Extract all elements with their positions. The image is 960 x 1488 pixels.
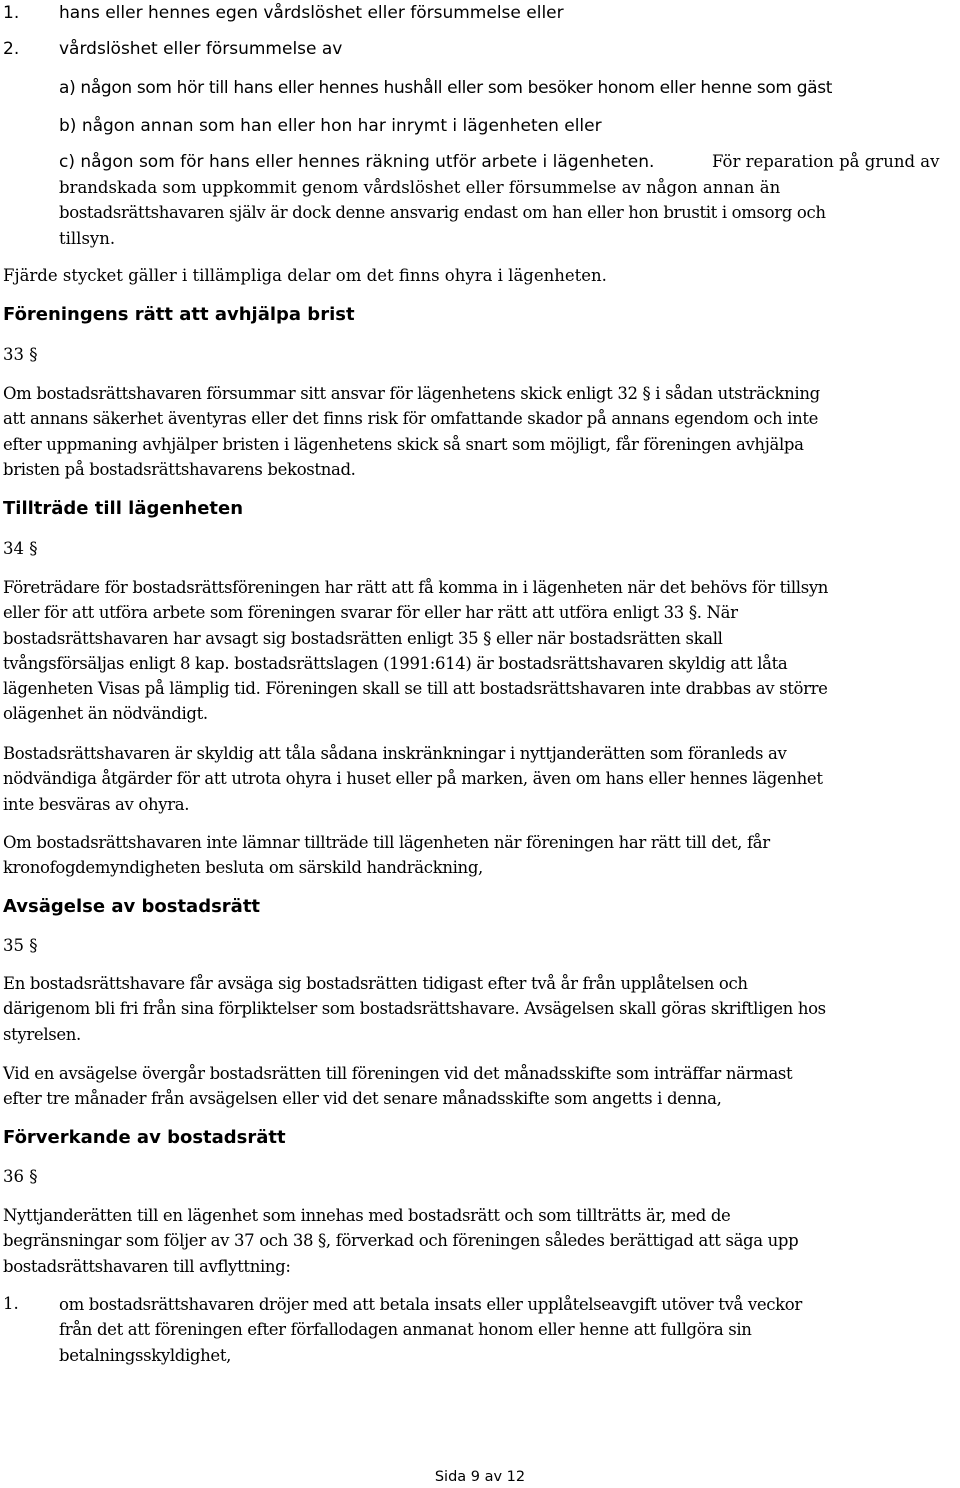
paragraph-text: tillsyn. xyxy=(59,229,116,248)
list-item-text: hans eller hennes egen vårdslöshet eller försummelse eller xyxy=(59,3,564,23)
paragraph-line: om bostadsrättshavaren dröjer med att betala insats eller upplåtelseavgift utöver två veckor xyxy=(59,1295,802,1314)
section-34-paragraph-1 xyxy=(3,575,955,727)
paragraph-line: Vid en avsägelse övergår bostadsrätten till föreningen vid det månadsskifte som inträffar närmast xyxy=(3,1064,793,1083)
section-number: 35 § xyxy=(3,936,38,955)
paragraph-line: bostadsrättshavaren har avsagt sig bostadsrätten enligt 35 § eller när bostadsrätten skall xyxy=(3,628,723,648)
section-heading: Tillträde till lägenheten xyxy=(3,498,244,519)
paragraph-line: lägenheten Visas på lämplig tid. Föreningen skall se till att bostadsrättshavaren inte drabbas av större xyxy=(3,679,828,699)
sub-item-a: a) någon som hör till hans eller hennes hushåll eller som besöker honom eller henne som gäst xyxy=(59,78,833,98)
paragraph-line: nödvändiga åtgärder för att utrota ohyra i huset eller på marken, även om hans eller hennes lägenhet xyxy=(3,769,823,789)
paragraph-line: inte besväras av ohyra. xyxy=(3,794,190,814)
list-item-number: 1. xyxy=(3,3,20,23)
paragraph-line: från det att föreningen efter förfallodagen anmanat honom eller henne att fullgöra sin xyxy=(59,1320,752,1340)
paragraph-line: efter tre månader från avsägelsen eller vid det senare månadsskifte som angetts i denna, xyxy=(3,1089,722,1109)
paragraph-line: tvångsförsäljas enligt 8 kap. bostadsrättslagen (1991:614) är bostadsrättshavaren skyldig att låta xyxy=(3,653,788,673)
section-33-paragraph xyxy=(3,381,955,482)
paragraph-line: bostadsrättshavaren till avflyttning: xyxy=(3,1256,291,1276)
paragraph-text: bostadsrättshavaren själv är dock denne ansvarig endast om han eller hon brustit i omsorg och xyxy=(59,203,826,222)
paragraph-line: olägenhet än nödvändigt. xyxy=(3,704,208,724)
section-35-paragraph-1 xyxy=(3,971,955,1047)
list-item-number: 1. xyxy=(3,1294,19,1313)
paragraph-line: därigenom bli fri från sina förpliktelser som bostadsrättshavare. Avsägelsen skall göras skriftligen hos xyxy=(3,999,826,1019)
list-item-text: vårdslöshet eller försummelse av xyxy=(59,39,343,59)
paragraph-line: eller för att utföra arbete som föreningen svarar för eller har rätt att utföra enligt 33 §. När xyxy=(3,603,738,623)
paragraph-line: Om bostadsrättshavaren inte lämnar tillträde till lägenheten när föreningen har rätt till det, får xyxy=(3,833,770,852)
paragraph-line: bristen på bostadsrättshavarens bekostnad. xyxy=(3,459,356,479)
paragraph-line: att annans säkerhet äventyras eller det finns risk för omfattande skador på annans egendom och inte xyxy=(3,409,819,429)
paragraph-line: Företrädare för bostadsrättsföreningen har rätt att få komma in i lägenheten när det behövs för tillsyn xyxy=(3,578,829,597)
paragraph-line: Om bostadsrättshavaren försummar sitt ansvar för lägenhetens skick enligt 32 § i sådan utsträckning xyxy=(3,384,820,403)
section-35-paragraph-2 xyxy=(3,1061,955,1112)
paragraph-line: begränsningar som följer av 37 och 38 §, förverkad och föreningen således berättigad att säga upp xyxy=(3,1231,799,1251)
section-heading: Avsägelse av bostadsrätt xyxy=(3,896,261,917)
paragraph-line: Bostadsrättshavaren är skyldig att tåla sådana inskränkningar i nyttjanderätten som föranleds av xyxy=(3,744,787,763)
paragraph-line: Nyttjanderätten till en lägenhet som innehas med bostadsrätt och som tillträtts är, med de xyxy=(3,1206,731,1225)
section-36-paragraph-1 xyxy=(3,1203,955,1279)
section-heading: Föreningens rätt att avhjälpa brist xyxy=(3,304,355,325)
paragraph-line: efter uppmaning avhjälper bristen i lägenhetens skick så snart som möjligt, får föreningen avhjälpa xyxy=(3,434,804,454)
paragraph-text: För reparation på grund av xyxy=(712,152,940,171)
sub-item-b: b) någon annan som han eller hon har inrymt i lägenheten eller xyxy=(59,116,602,136)
section-34-paragraph-2 xyxy=(3,741,955,817)
page-number-footer: Sida 9 av 12 xyxy=(434,1469,526,1485)
sub-item-c: c) någon som för hans eller hennes räkning utför arbete i lägenheten. xyxy=(59,152,655,172)
section-34-paragraph-3 xyxy=(3,830,955,881)
list-item-number: 2. xyxy=(3,39,20,59)
paragraph-text: brandskada som uppkommit genom vårdslöshet eller försummelse av någon annan än xyxy=(59,178,781,197)
paragraph-line: betalningsskyldighet, xyxy=(59,1345,232,1365)
section-number: 36 § xyxy=(3,1167,38,1186)
section-number: 33 § xyxy=(3,345,38,364)
paragraph-text: Fjärde stycket gäller i tillämpliga delar om det finns ohyra i lägenheten. xyxy=(3,266,607,285)
list-item-text xyxy=(59,1292,949,1368)
section-number: 34 § xyxy=(3,539,38,558)
paragraph-line: kronofogdemyndigheten besluta om särskild handräckning, xyxy=(3,858,483,878)
section-heading: Förverkande av bostadsrätt xyxy=(3,1127,286,1148)
paragraph-line: styrelsen. xyxy=(3,1024,81,1044)
paragraph-line: En bostadsrättshavare får avsäga sig bostadsrätten tidigast efter två år från upplåtelsen och xyxy=(3,974,748,993)
